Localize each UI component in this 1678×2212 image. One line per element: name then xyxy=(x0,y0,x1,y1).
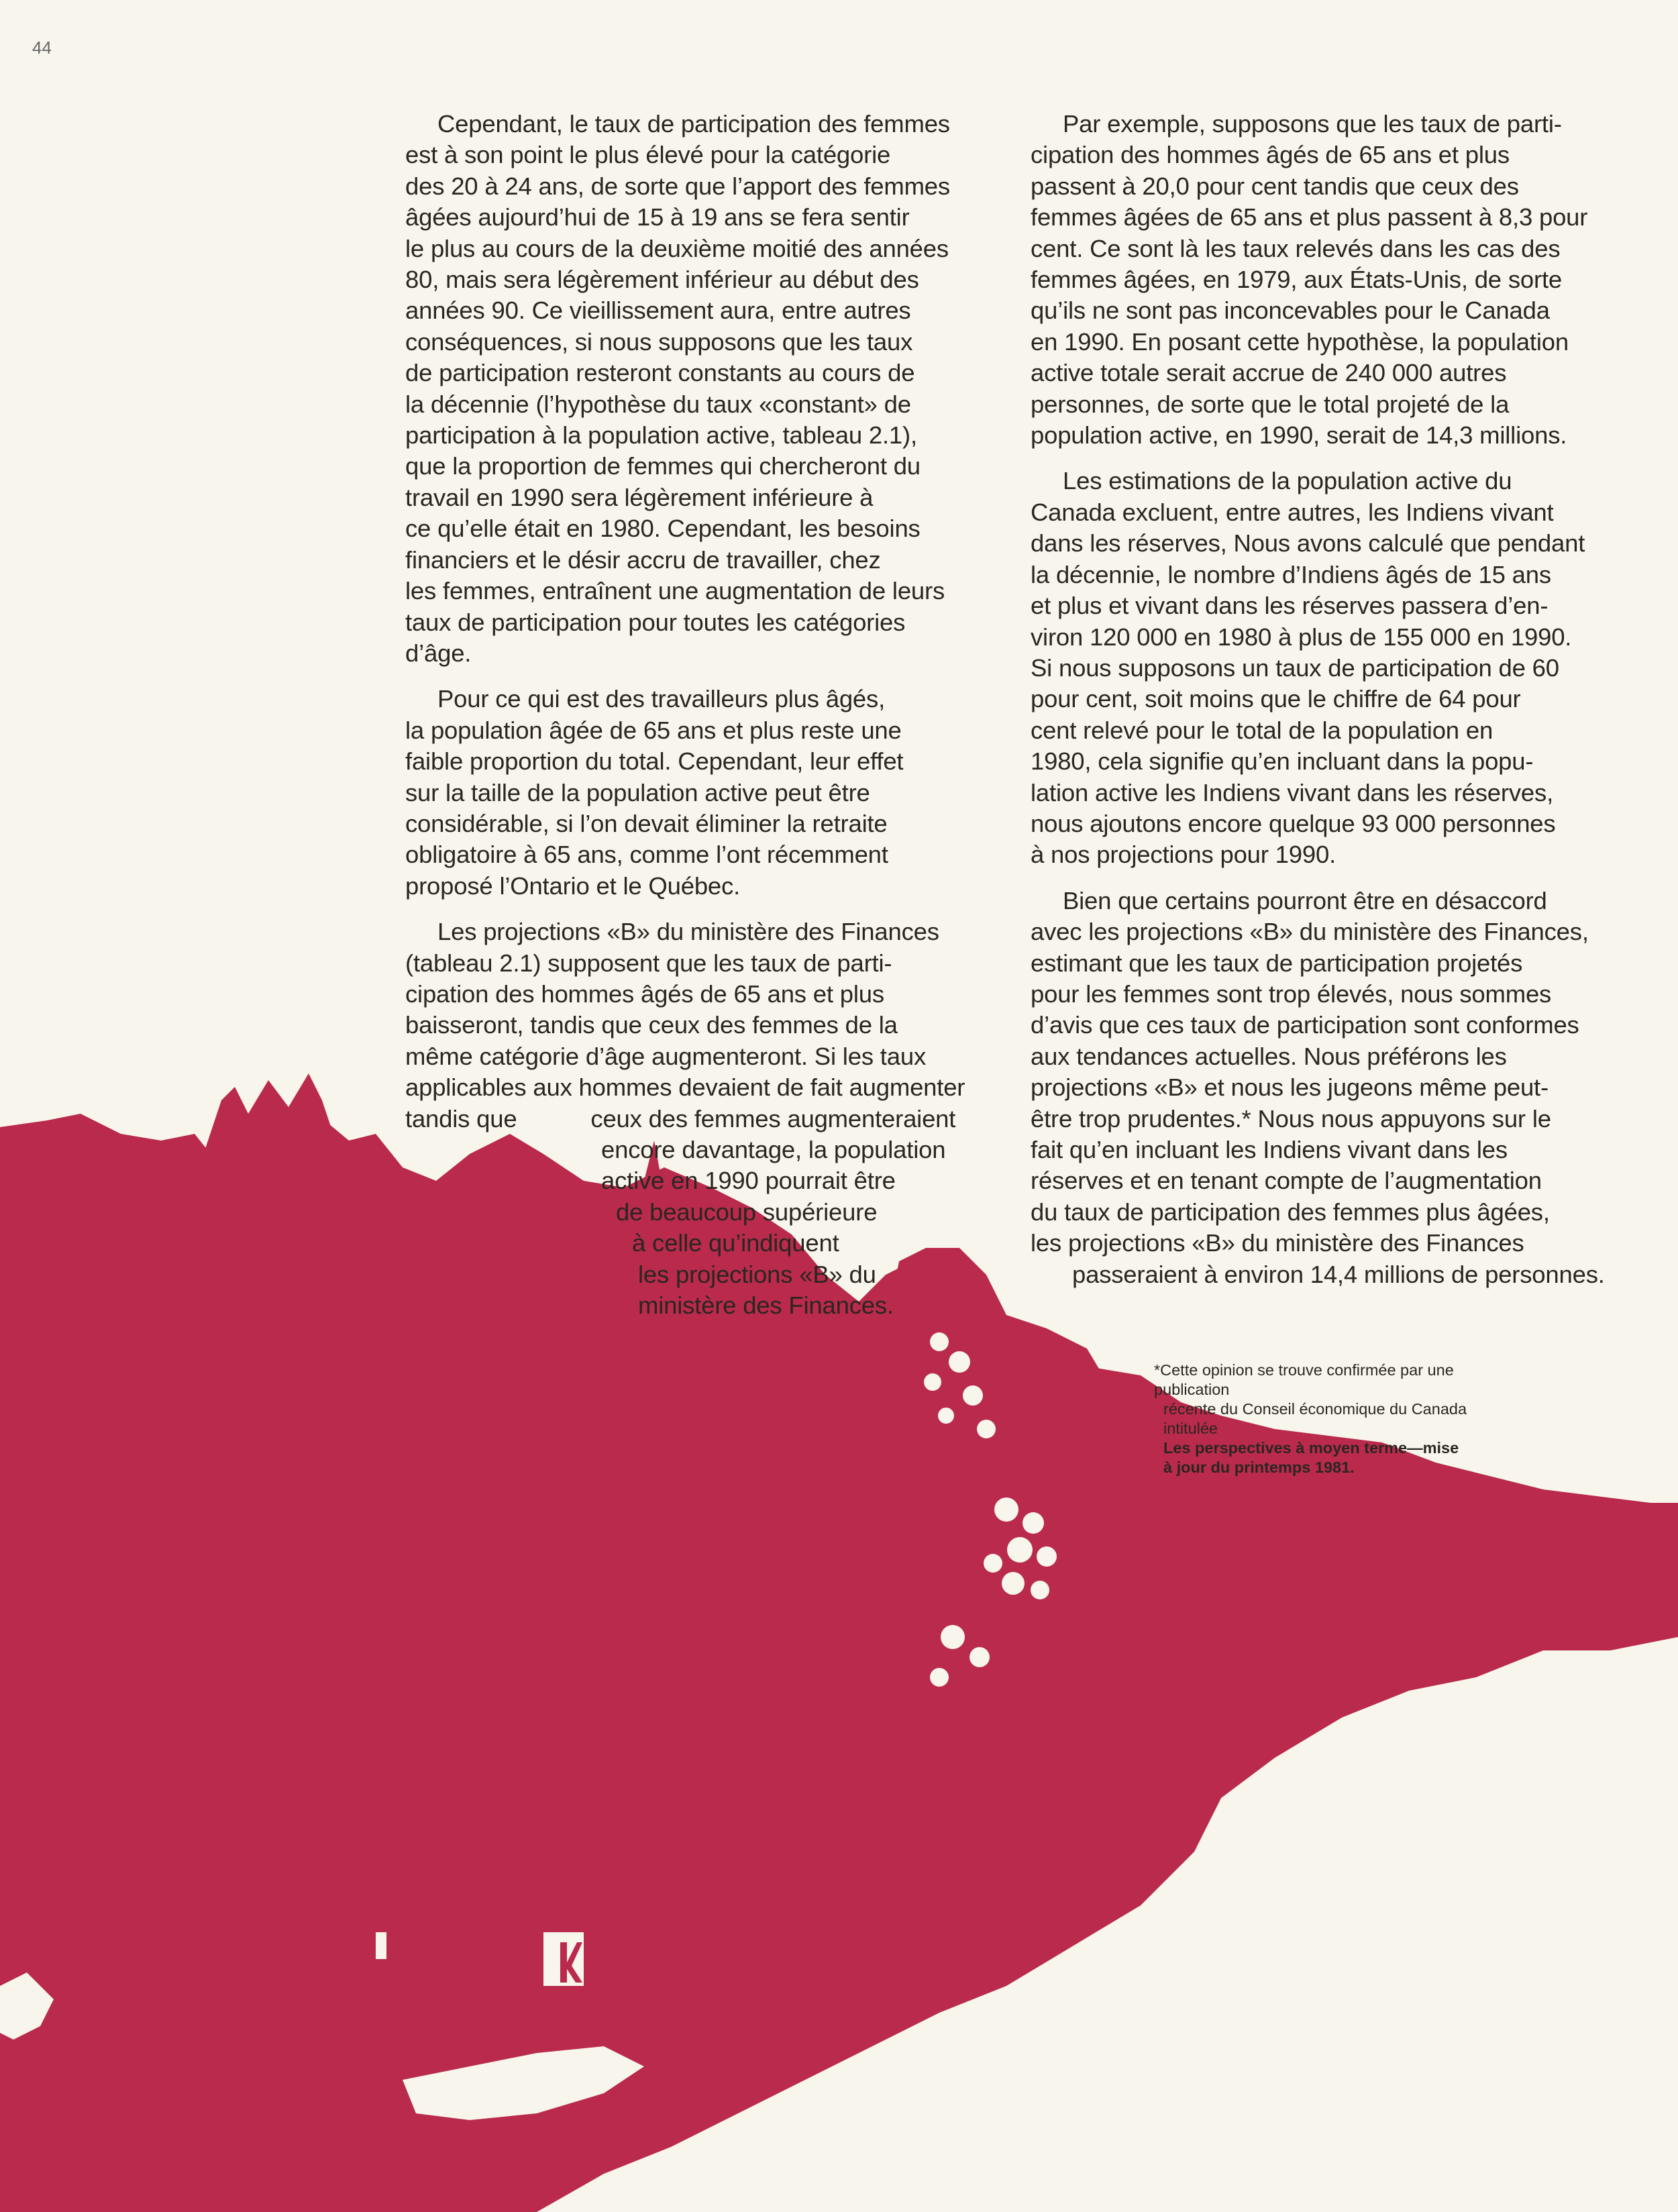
footnote-title-2: à jour du printemps 1981. xyxy=(1163,1459,1355,1476)
right-paragraph-2: Les estimations de la population active du Canada excluent, entre autres, les Indiens vivant dans les réserves, Nous avons calculé que pendant la décennie, le nombre d’Indiens âgés de 15 ans et plus et vivant dans les réserves passera d’en- viron 120 000 en 1980 à plus de 155 000 en 1990. Si nous supposons un taux de participation de 60 pour cent, soit moins que le chiffre de 64 pour cent relevé pour le total de la population en 1980, cela signifie qu’en incluant dans la popu- lation active les Indiens vivant dans les réserves, nous ajoutons encore quelque 93 000 personnes à nos projections pour 1990. xyxy=(1031,467,1585,869)
right-column xyxy=(1031,109,1621,1290)
staircase-line: ministère des Finances. xyxy=(638,1292,894,1320)
left-paragraph-3: Les projections «B» du ministère des Finances (tableau 2.1) supposent que les taux de parti- cipation des hommes âgés de 65 ans et plus baisseront, tandis que ceux des femmes de la même catégorie d’âge augmenteront. Si les taux applicables aux hommes devaient de fait augmenter xyxy=(405,918,965,1102)
right-last-line: passeraient à environ 14,4 millions de personnes. xyxy=(1072,1260,1605,1288)
left-paragraph-2: Pour ce qui est des travailleurs plus âgés, la population âgée de 65 ans et plus reste une faible proportion du total. Cependant, leur effet sur la taille de la population active peut être considérable, si l’on devait éliminer la retraite obligatoire à 65 ans, comme l’ont récemment proposé l’Ontario et le Québec. xyxy=(405,685,904,900)
staircase-line: à celle qu’indiquent xyxy=(632,1229,839,1257)
staircase-line: de beaucoup supérieure xyxy=(616,1198,878,1226)
footnote-line-1: *Cette opinion se trouve confirmée par une publication xyxy=(1154,1361,1454,1398)
footnote-title-1: Les perspectives à moyen terme—mise xyxy=(1163,1439,1459,1457)
staircase-line: ceux des femmes augmenteraient xyxy=(590,1104,956,1133)
left-staircase-text xyxy=(405,1104,1086,1322)
left-column xyxy=(405,109,1086,1321)
staircase-line: active en 1990 pourrait être xyxy=(601,1167,896,1195)
staircase-line: les projections «B» du xyxy=(638,1260,876,1288)
footnote-line-2: récente du Conseil économique du Canada intitulée xyxy=(1163,1400,1467,1437)
page-number: 44 xyxy=(32,38,52,58)
right-paragraph-1: Par exemple, supposons que les taux de parti- cipation des hommes âgés de 65 ans et plus passent à 20,0 pour cent tandis que ceux des femmes âgées de 65 ans et plus passent à 8,3 pour cent. Ce sont là les taux relevés dans les cas des femmes âgées, en 1979, aux États-Unis, de sorte qu’ils ne sont pas inconcevables pour le Canada en 1990. En posant cette hypothèse, la population active totale serait accrue de 240 000 autres personnes, de sorte que le total projeté de la population active, en 1990, serait de 14,3 millions. xyxy=(1031,110,1588,450)
footnote xyxy=(1154,1361,1503,1477)
staircase-line: tandis que xyxy=(405,1104,517,1133)
left-paragraph-1: Cependant, le taux de participation des femmes est à son point le plus élevé pour la catégorie des 20 à 24 ans, de sorte que l’apport des femmes âgées aujourd’hui de 15 à 19 ans se fera sentir le plus au cours de la deuxième moitié des années 80, mais sera légèrement inférieur au début des années 90. Ce vieillissement aura, entre autres conséquences, si nous supposons que les taux de participation resteront constants au cours de la décennie (l’hypothèse du taux «constant» de participation à la population active, tableau 2.1), que la proportion de femmes qui chercheront du travail en 1990 sera légèrement inférieure à ce qu’elle était en 1980. Cependant, les besoins financiers et le désir accru de travailler, chez les femmes, entraînent une augmentation de leurs taux de participation pour toutes les catégories d’âge. xyxy=(405,110,950,667)
staircase-line: encore davantage, la population xyxy=(601,1136,946,1163)
right-paragraph-3: Bien que certains pourront être en désaccord avec les projections «B» du ministère des Finances, estimant que les taux de participation projetés pour les femmes sont trop élevés, nous sommes d’avis que ces taux de participation sont conformes aux tendances actuelles. Nous préférons les projections «B» et nous les jugeons même peut- être trop prudentes.* Nous nous appuyons sur le fait qu’en incluant les Indiens vivant dans les réserves et en tenant compte de l’augmentation du taux de participation des femmes plus âgées, les projections «B» du ministère des Finances xyxy=(1031,886,1589,1257)
